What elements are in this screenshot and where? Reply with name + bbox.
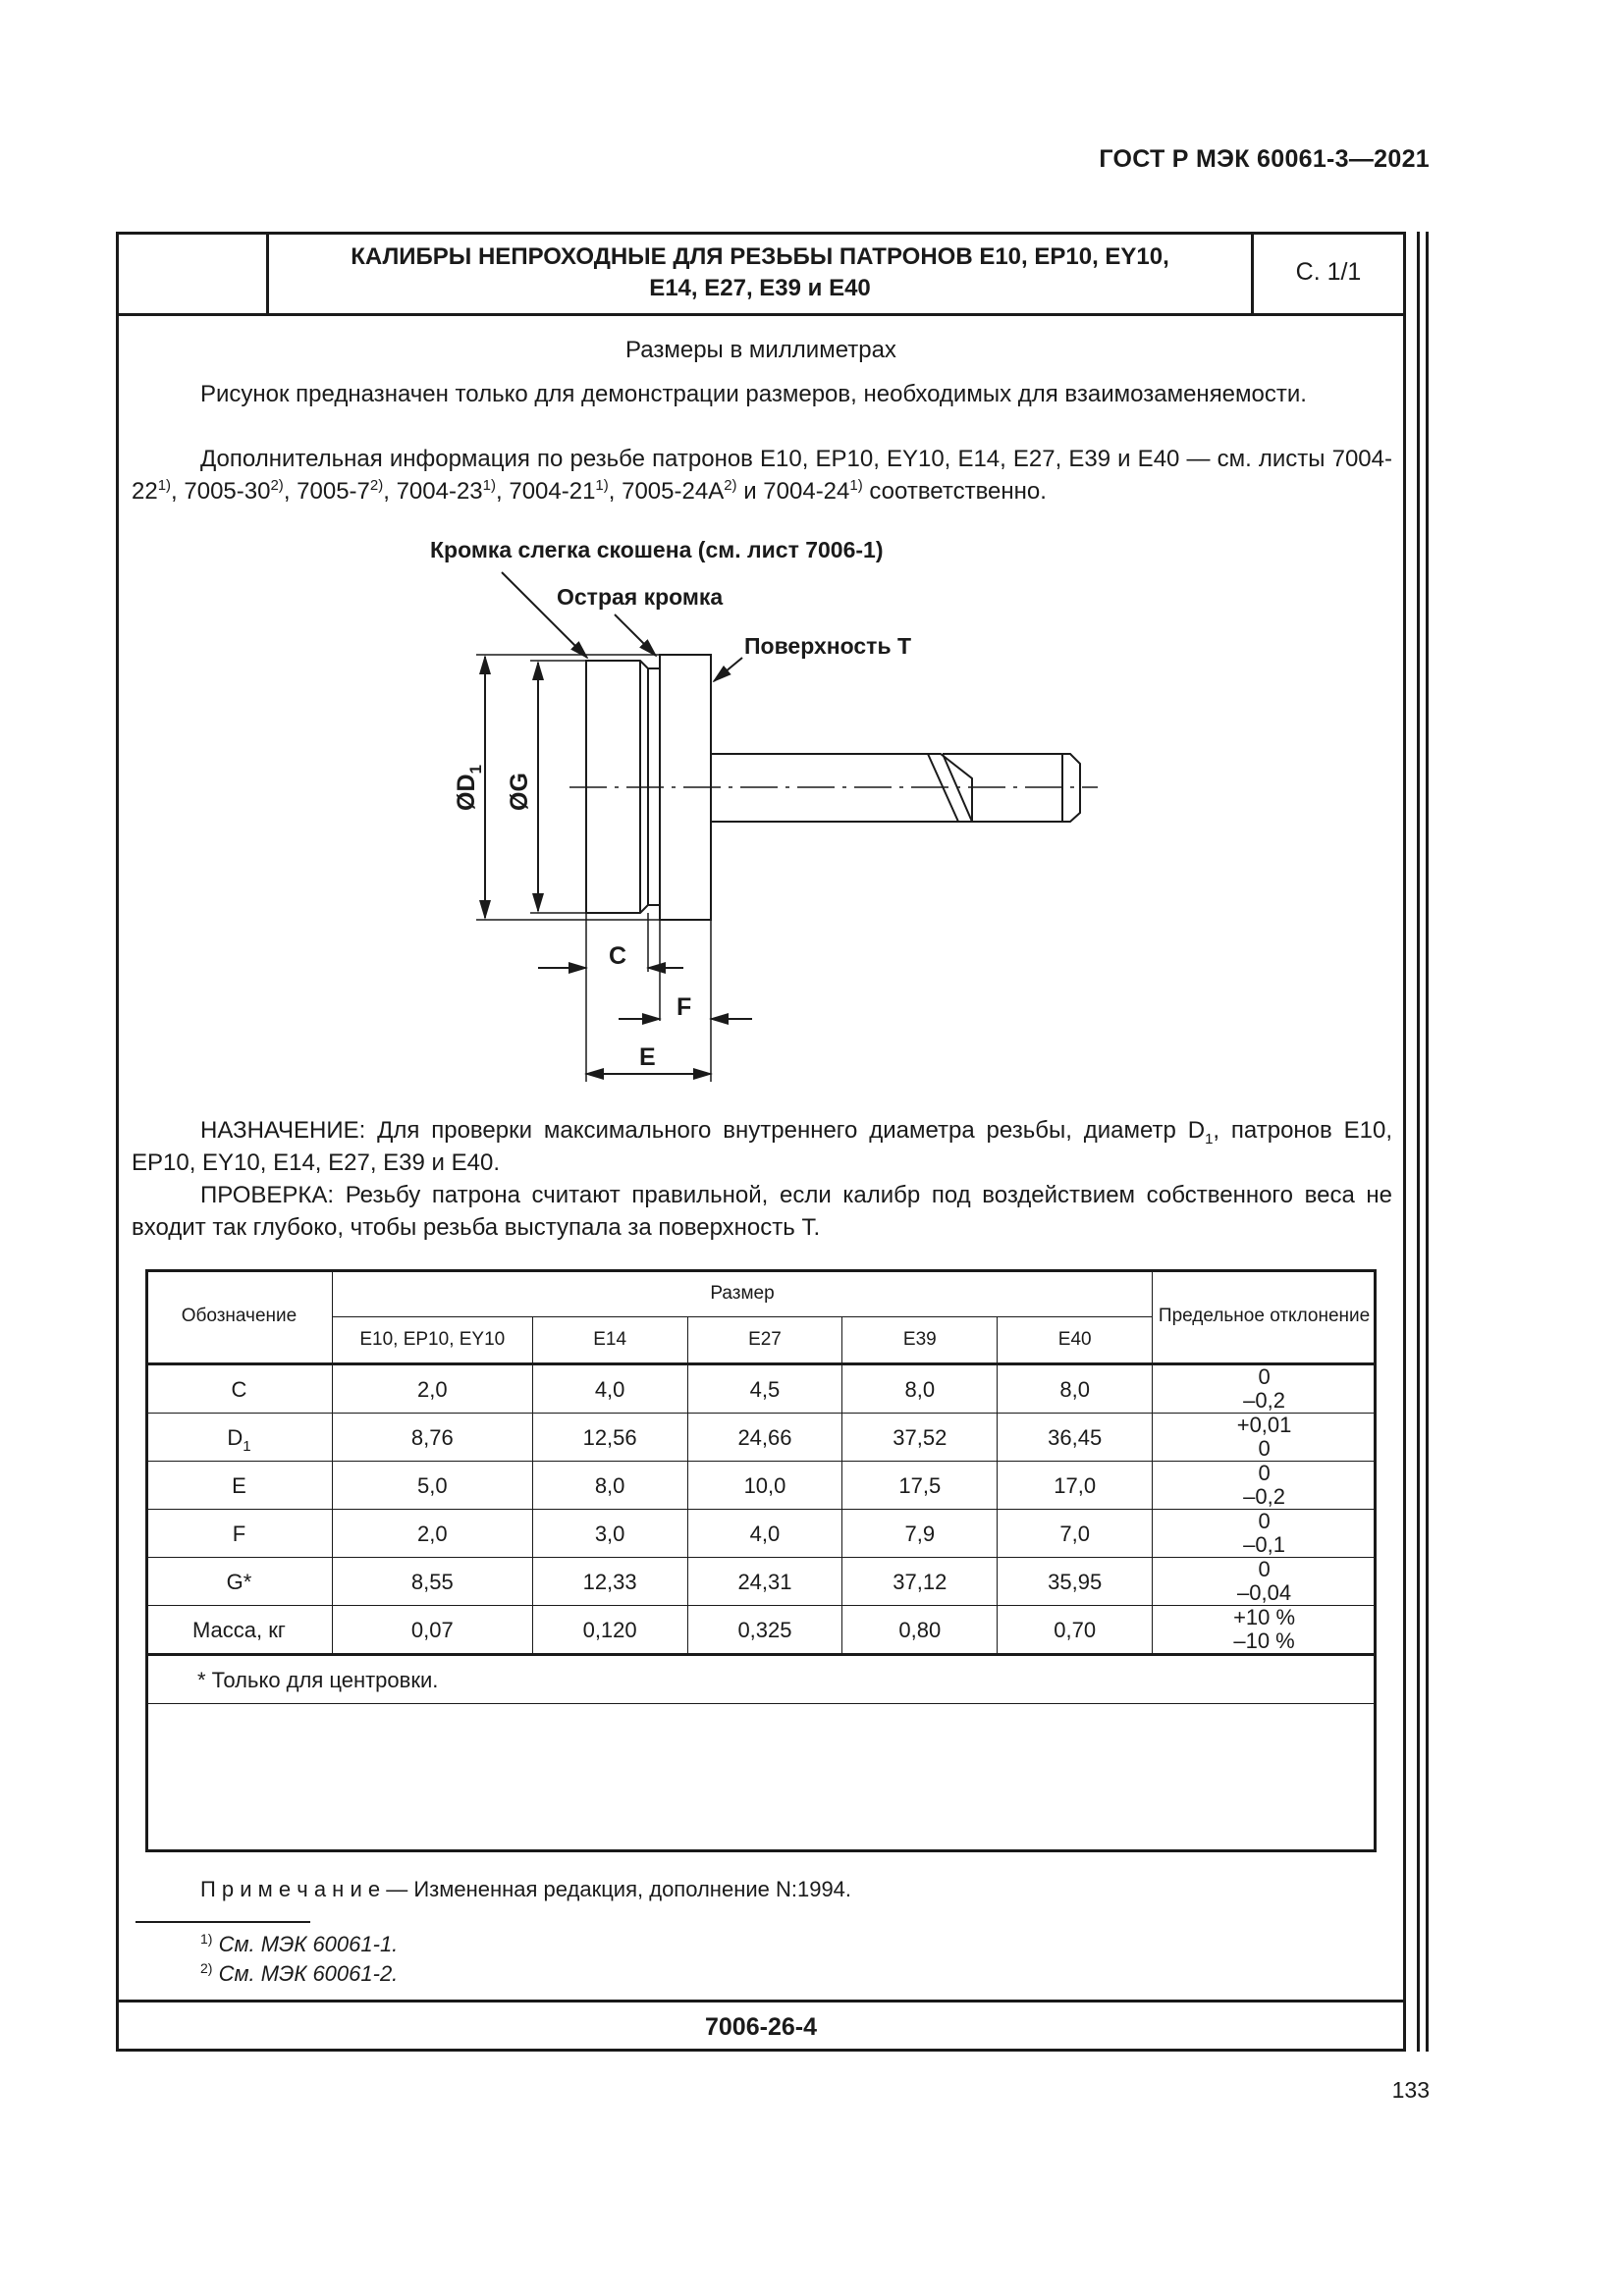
sheet-code: 7006-26-4 [116, 2000, 1406, 2052]
row-designation [146, 1510, 333, 1558]
tolerance-upper: +10 % [1233, 1605, 1296, 1629]
check-text: Резьбу патрона считают правильной, если калибр под воздействием собственного веса не входит так глубоко, чтобы резьба выступала за поверхность Т. [132, 1182, 1393, 1241]
sheet-ref-code: 7004-24 [763, 478, 850, 505]
value-cell: 37,52 [842, 1414, 998, 1462]
footnote-1-mark: 1) [200, 1931, 213, 1947]
sheet-ref-code: 7005-24А [622, 478, 725, 505]
callout-sharp-edge: Острая кромка [557, 584, 724, 610]
footnote-1 [200, 1932, 398, 1957]
sheet-ref-mark: 2) [724, 477, 737, 494]
tolerance-cell [1153, 1558, 1377, 1606]
table-row [146, 1364, 1377, 1414]
sheet-ref-code: 7004-22 [132, 446, 1392, 505]
sheet-ref-mark: 2) [369, 477, 384, 494]
value-cell: 4,0 [687, 1510, 842, 1558]
gauge-drawing [0, 0, 1624, 1139]
purpose-sub: 1 [1205, 1131, 1214, 1148]
table-footnote: * Только для центровки. [146, 1655, 1377, 1704]
value-cell: 17,5 [842, 1462, 998, 1510]
size-header-cell: Е27 [687, 1317, 842, 1364]
table-note [200, 1877, 851, 1902]
tolerance-lower: 0 [1258, 1436, 1271, 1461]
intro-end: соответственно. [869, 478, 1047, 505]
value-cell: 8,55 [332, 1558, 532, 1606]
callout-chamfer: Кромка слегка скошена (см. лист 7006-1) [430, 537, 884, 562]
footnote-separator [135, 1921, 310, 1923]
tolerance-upper: +0,01 [1236, 1413, 1292, 1437]
sheet-ref-mark: 1) [595, 477, 609, 494]
purpose-text-b: , патронов Е10, ЕР10, ЕY10, Е14, Е27, Е39 и Е40. [132, 1117, 1392, 1176]
table-row [146, 1606, 1377, 1655]
tolerance-lower: –0,2 [1243, 1484, 1285, 1509]
row-designation [146, 1364, 333, 1414]
value-cell: 12,33 [532, 1558, 687, 1606]
footnote-2 [200, 1961, 398, 1987]
sheet-references: 7004-22$^{1)}$, 7005-30$^{2)}$, 7005-7$^{2)}$, 7004-23$^{1)}$, 7004-21$^{1)}$, $7005-24А^{2)}$ и 7004-24$^{1)}$ [132, 446, 1392, 505]
document-code: ГОСТ Р МЭК 60061-3—2021 [1099, 145, 1430, 173]
note-text: — Измененная редакция, дополнение N:1994. [380, 1877, 852, 1901]
tolerance-lower: –0,1 [1243, 1532, 1285, 1557]
tolerance-cell [1153, 1510, 1377, 1558]
size-header-cell: Е14 [532, 1317, 687, 1364]
dim-label-e: E [639, 1043, 656, 1071]
table-row [146, 1462, 1377, 1510]
value-cell: 7,0 [998, 1510, 1153, 1558]
dim-label-f: F [677, 993, 692, 1021]
dim-label-g: ØG [506, 773, 533, 811]
value-cell: 2,0 [332, 1510, 532, 1558]
tolerance-upper: 0 [1258, 1557, 1271, 1581]
designation-text: C [231, 1376, 247, 1402]
value-cell: 2,0 [332, 1364, 532, 1414]
designation-text: Масса, кг [191, 1617, 286, 1642]
value-cell: 35,95 [998, 1558, 1153, 1606]
tolerance-lower: –0,04 [1237, 1580, 1292, 1605]
units-note: Размеры в миллиметрах [625, 337, 896, 363]
dim-label-d1: ØD [453, 774, 480, 811]
check-paragraph [132, 1179, 1392, 1244]
row-designation [146, 1414, 333, 1462]
sheet-number: С. 1/1 [1251, 232, 1403, 313]
header-tolerance: Предельное отклонение [1153, 1270, 1377, 1364]
note-label: П р и м е ч а н и е [200, 1877, 381, 1901]
value-cell: 8,0 [842, 1364, 998, 1414]
header-designation: Обозначение [146, 1270, 333, 1364]
tolerance-cell [1153, 1414, 1377, 1462]
sheet-ref-code: 7005-7 [297, 478, 370, 505]
purpose-text-a: Для проверки максимального внутреннего диаметра резьбы, диаметр D [377, 1117, 1206, 1144]
value-cell: 0,325 [687, 1606, 842, 1655]
value-cell: 0,07 [332, 1606, 532, 1655]
footnote-2-mark: 2) [200, 1960, 213, 1976]
dim-label-c: C [609, 942, 627, 970]
tolerance-lower: –10 % [1233, 1629, 1295, 1653]
value-cell: 37,12 [842, 1558, 998, 1606]
intro-text: Дополнительная информация по резьбе патронов Е10, ЕР10, ЕY10, Е14, Е27, Е39 и Е40 — см. листы [200, 446, 1326, 472]
dimensions-table [145, 1269, 1377, 1704]
designation-text: D [227, 1424, 244, 1450]
sheet-ref-mark: 1) [849, 477, 863, 494]
sheet-ref-mark: 1) [157, 477, 172, 494]
designation-sub: 1 [243, 1437, 251, 1455]
tolerance-upper: 0 [1258, 1461, 1271, 1485]
size-header-cell: Е39 [842, 1317, 998, 1364]
sheet-ref-code: 7004-21 [509, 478, 596, 505]
value-cell: 0,80 [842, 1606, 998, 1655]
value-cell: 5,0 [332, 1462, 532, 1510]
header-size: Размер [332, 1270, 1152, 1317]
tolerance-cell [1153, 1462, 1377, 1510]
value-cell: 3,0 [532, 1510, 687, 1558]
value-cell: 0,70 [998, 1606, 1153, 1655]
row-designation [146, 1462, 333, 1510]
value-cell: 10,0 [687, 1462, 842, 1510]
dim-label-d1-sub: 1 [466, 765, 485, 774]
table-row [146, 1414, 1377, 1462]
footnote-1-text: См. МЭК 60061-1. [218, 1932, 399, 1956]
title-line-2: Е14, Е27, Е39 и Е40 [649, 274, 871, 301]
page-number: 133 [1391, 2077, 1430, 2103]
row-designation [146, 1606, 333, 1655]
tolerance-lower: –0,2 [1243, 1388, 1285, 1413]
svg-text:ØD1 [453, 765, 485, 811]
value-cell: 24,31 [687, 1558, 842, 1606]
tolerance-upper: 0 [1258, 1364, 1271, 1389]
row-designation [146, 1558, 333, 1606]
value-cell: 0,120 [532, 1606, 687, 1655]
designation-text: F [232, 1521, 246, 1546]
value-cell: 8,0 [532, 1462, 687, 1510]
value-cell: 4,5 [687, 1364, 842, 1414]
purpose-label: НАЗНАЧЕНИЕ: [200, 1117, 366, 1144]
footnote-2-text: См. МЭК 60061-2. [218, 1961, 399, 1986]
value-cell: 4,0 [532, 1364, 687, 1414]
sheet-ref-mark: 2) [270, 477, 284, 494]
check-label: ПРОВЕРКА: [200, 1182, 335, 1208]
table-row [146, 1558, 1377, 1606]
leader-sharp-edge [615, 614, 656, 656]
value-cell: 8,76 [332, 1414, 532, 1462]
table-row [146, 1510, 1377, 1558]
value-cell: 7,9 [842, 1510, 998, 1558]
intro-paragraph-1: Рисунок предназначен только для демонстрации размеров, необходимых для взаимозаменяемости. [200, 381, 1307, 407]
tolerance-upper: 0 [1258, 1509, 1271, 1533]
leader-surface [714, 658, 742, 681]
sheet-ref-code: 7004-23 [396, 478, 483, 505]
value-cell: 17,0 [998, 1462, 1153, 1510]
size-header-cell: Е40 [998, 1317, 1153, 1364]
purpose-paragraph [132, 1114, 1392, 1179]
tolerance-cell [1153, 1364, 1377, 1414]
sheet-ref-code: 7005-30 [184, 478, 271, 505]
size-header-cell: Е10, ЕР10, ЕY10 [332, 1317, 532, 1364]
sheet-ref-mark: 1) [482, 477, 496, 494]
value-cell: 36,45 [998, 1414, 1153, 1462]
title-line-1: КАЛИБРЫ НЕПРОХОДНЫЕ ДЛЯ РЕЗЬБЫ ПАТРОНОВ Е10, ЕР10, ЕY10, [351, 242, 1169, 270]
tolerance-cell [1153, 1606, 1377, 1655]
callout-surface-t: Поверхность Т [744, 633, 912, 659]
value-cell: 24,66 [687, 1414, 842, 1462]
designation-text: G* [226, 1569, 252, 1594]
value-cell: 12,56 [532, 1414, 687, 1462]
value-cell: 8,0 [998, 1364, 1153, 1414]
designation-text: E [232, 1472, 246, 1498]
